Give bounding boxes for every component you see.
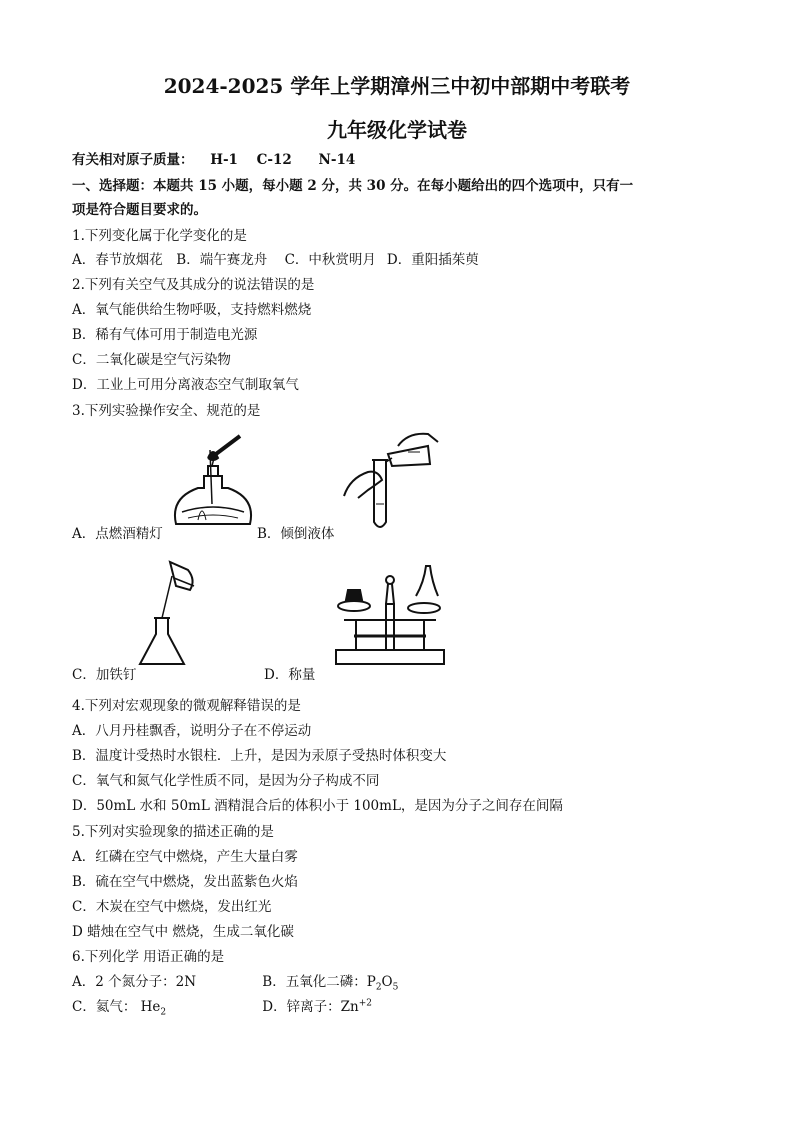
q5-stem: 5.下列对实验现象的描述正确的是 [72, 824, 274, 840]
q3-stem: 3.下列实验操作安全、规范的是 [72, 403, 261, 419]
atomic-mass-line [72, 148, 355, 168]
figure-pouring-liquid [338, 424, 448, 534]
q6-option-d [262, 995, 372, 1015]
q4-option-c: C．氧气和氮气化学性质不同，是因为分子构成不同 [72, 773, 380, 789]
q2-option-a: A．氧气能供给生物呼吸，支持燃料燃烧 [72, 302, 312, 318]
q3-option-a: A．点燃酒精灯 [72, 526, 163, 542]
q6-option-b-text: B．五氧化二磷：P [262, 974, 376, 990]
q4-stem: 4.下列对宏观现象的微观解释错误的是 [72, 698, 301, 714]
q6-option-b [262, 970, 398, 993]
q4-option-d: D．50mL 水和 50mL 酒精混合后的体积小于 100mL，是因为分子之间存在间隔 [72, 798, 563, 814]
q1-option-b: B．端午赛龙舟 [176, 252, 268, 268]
q6-option-b-sub1: 2 [375, 982, 382, 993]
figure-balance [326, 560, 454, 672]
q1-option-c: C．中秋赏明月 [284, 252, 376, 268]
q6-option-c-text: C．氦气： He [72, 999, 161, 1015]
q4-option-a: A．八月丹桂飘香，说明分子在不停运动 [72, 723, 312, 739]
q6-option-c [72, 995, 258, 1018]
q5-option-b: B．硫在空气中燃烧，发出蓝紫色火焰 [72, 874, 298, 890]
q5-option-d: D 蜡烛在空气中 燃烧，生成二氧化碳 [72, 924, 294, 940]
q1-option-d: D．重阳插茱萸 [386, 252, 479, 268]
q6-option-d-sup: +2 [358, 998, 372, 1009]
q1-stem: 1.下列变化属于化学变化的是 [72, 228, 247, 244]
page-subtitle: 九年级化学试卷 [327, 118, 467, 142]
q2-stem: 2.下列有关空气及其成分的说法错误的是 [72, 277, 315, 293]
page-title: 2024-2025 学年上学期漳州三中初中部期中考联考 [163, 74, 631, 98]
q2-option-b: B．稀有气体可用于制造电光源 [72, 327, 258, 343]
q1-options [72, 248, 479, 268]
q1-option-a: A．春节放烟花 [72, 252, 163, 268]
q3-option-d: D．称量 [264, 667, 316, 683]
section-heading-line1: 一、选择题：本题共 15 小题，每小题 2 分，共 30 分。在每小题给出的四个选项中，只有一 [72, 178, 634, 194]
q6-option-c-sub: 2 [160, 1007, 167, 1018]
q6-option-a: A．2 个氮分子：2N [72, 974, 197, 990]
section-heading-line2: 项是符合题目要求的。 [72, 202, 207, 218]
atomic-mass-c: C-12 [256, 152, 292, 168]
q2-option-c: C．二氧化碳是空气污染物 [72, 352, 231, 368]
q3-option-b: B．倾倒液体 [257, 526, 335, 542]
q6-option-d-text: D．锌离子：Zn [262, 999, 359, 1015]
atomic-mass-label: 有关相对原子质量： [72, 152, 194, 168]
q5-option-a: A．红磷在空气中燃烧，产生大量白雾 [72, 849, 298, 865]
atomic-mass-h: H-1 [210, 152, 238, 168]
q6-option-b-sub2: 5 [392, 982, 399, 993]
atomic-mass-n: N-14 [318, 152, 356, 168]
q2-option-d: D．工业上可用分离液态空气制取氧气 [72, 377, 299, 393]
q6-row1 [72, 970, 398, 993]
q4-option-b: B．温度计受热时水银柱．上升，是因为汞原子受热时体积变大 [72, 748, 447, 764]
q5-option-c: C．木炭在空气中燃烧，发出红光 [72, 899, 272, 915]
figure-adding-iron-nail [134, 556, 204, 672]
q6-row2 [72, 995, 372, 1018]
q3-option-c: C．加铁钉 [72, 667, 137, 683]
q6-stem: 6.下列化学 用语正确的是 [72, 949, 225, 965]
figure-alcohol-lamp [168, 432, 258, 532]
q6-option-b-mid: O [381, 974, 393, 990]
